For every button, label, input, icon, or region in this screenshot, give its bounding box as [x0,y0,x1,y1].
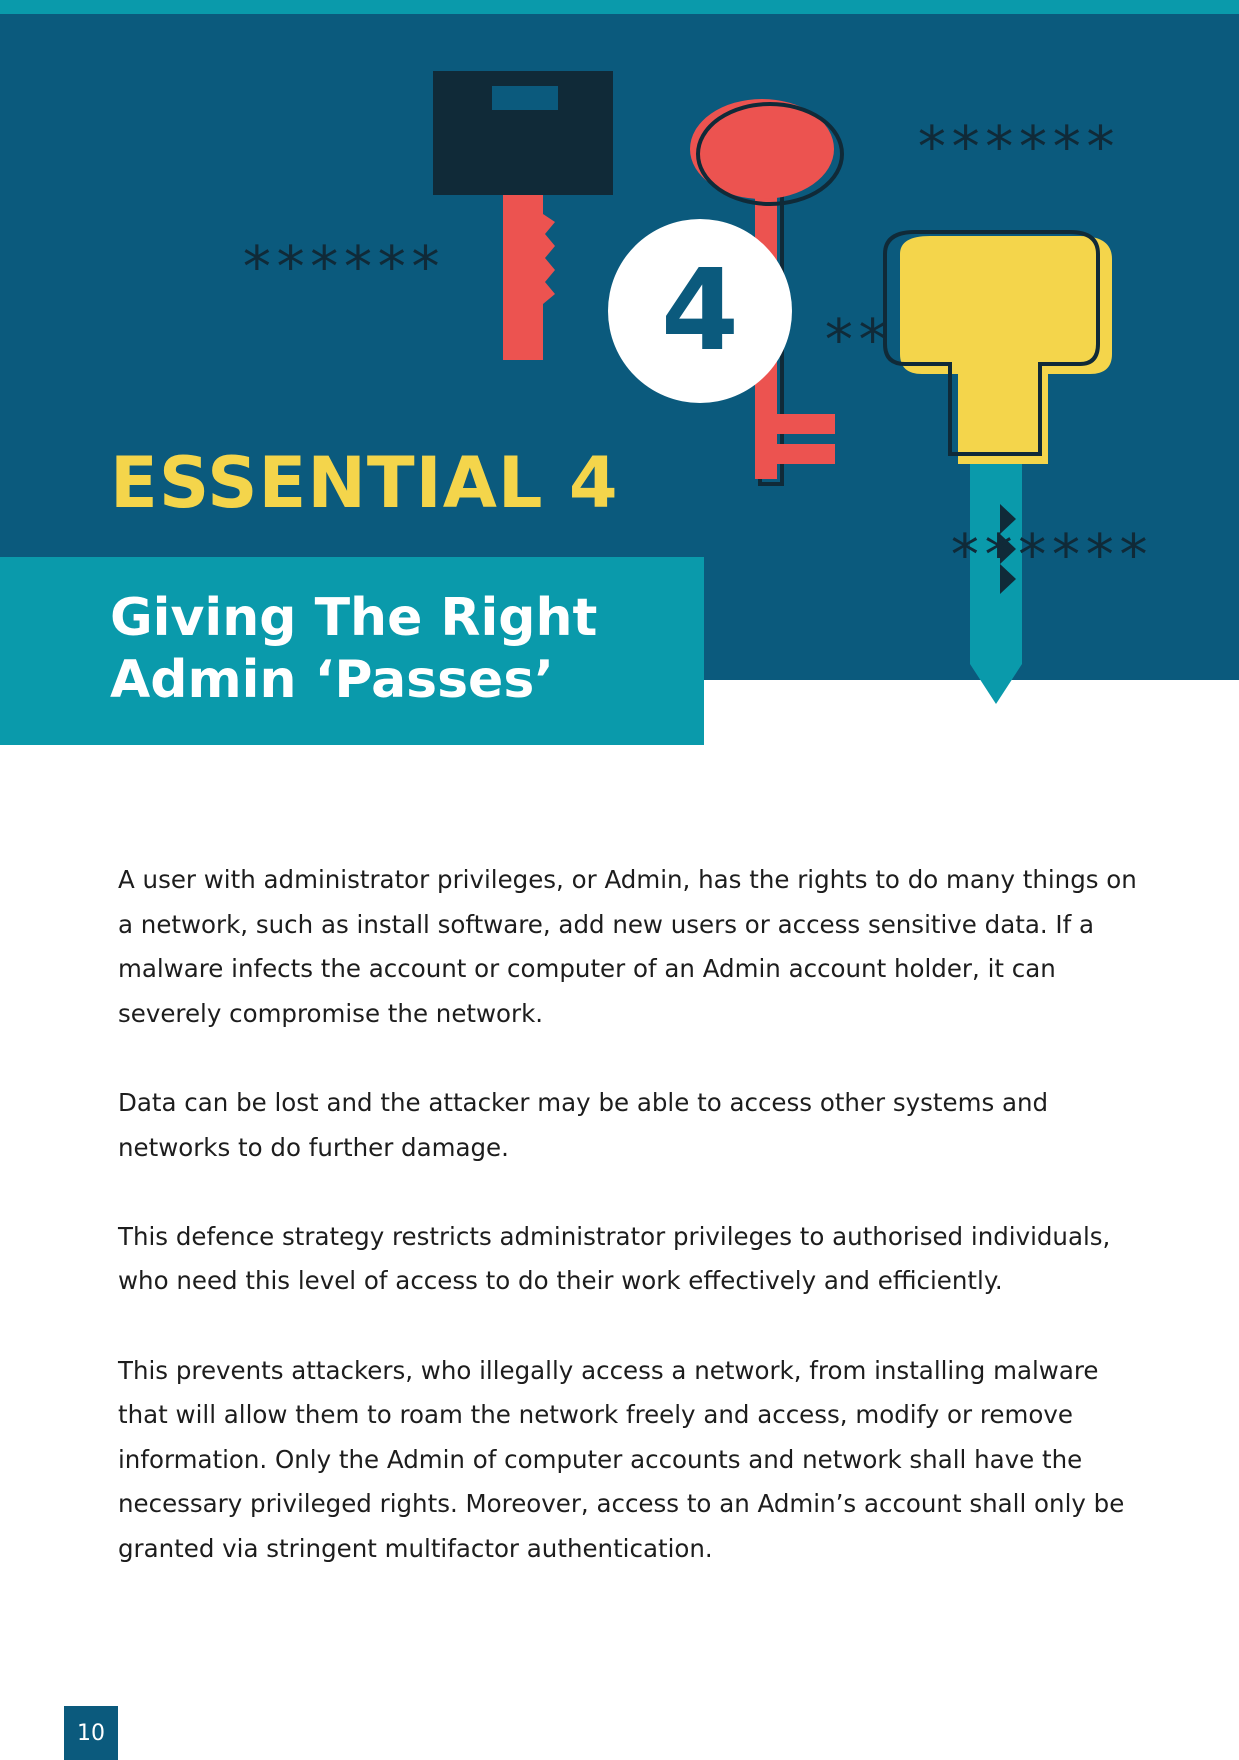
section-heading: ESSENTIAL 4 [110,442,619,524]
badge-number: 4 [661,246,739,376]
paragraph: Data can be lost and the attacker may be able to access other systems and networks to do further damage. [118,1087,1049,1162]
password-mask: ****** [948,523,1151,588]
paragraph: This prevents attackers, who illegally access a network, from installing malware that will allow them to roam the network freely and access, modify or remove information. Only the Admin of computer accounts and network shall have the necessary privileged rights. Moreover, access to an Admin’s account shall only be granted via stringent multifactor authentication. [118,1355,1125,1563]
subtitle-banner [0,557,704,745]
paragraph: This defence strategy restricts administrator privileges to authorised individuals, who need this level of access to do their work effectively and efficiently. [118,1221,1111,1296]
section-subtitle [110,587,597,711]
password-mask: ****** [240,235,443,300]
paragraph: A user with administrator privileges, or Admin, has the rights to do many things on a network, such as install software, add new users or access sensitive data. If a malware infects the account or computer of an Admin account holder, it can severely compromise the network. [118,865,1137,1028]
subtitle-line: Giving The Right [110,588,598,648]
body-text [118,858,1138,1616]
mushroom-key-icon [885,232,1112,704]
subtitle-line: Admin ‘Passes’ [110,650,555,710]
top-accent-strip [0,0,1239,14]
password-mask: ****** [915,115,1118,180]
password-mask: ** [822,308,890,373]
square-key-icon [433,71,613,360]
page-number: 10 [64,1706,118,1760]
number-badge [608,219,792,403]
